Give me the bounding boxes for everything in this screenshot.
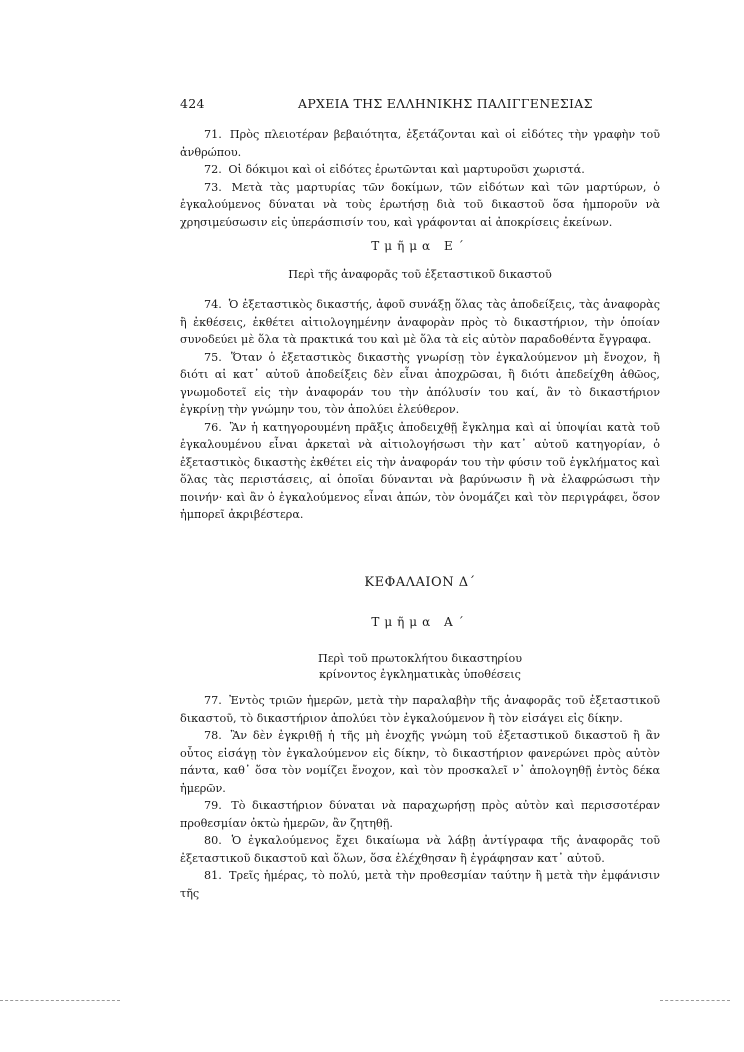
article-80: 80. Ὁ ἐγκαλούμενος ἔχει δικαίωμα νὰ λάβῃ ἀντίγραφα τῆς ἀναφορᾶς τοῦ ἐξεταστικοῦ δικαστοῦ καὶ ὅλων, ὅσα ἐλέχθησαν ἢ ἐγράφησαν κατ᾽ αὐτοῦ. xyxy=(180,834,660,865)
article-78: 78. Ἂν δὲν ἐγκριθῇ ἡ τῆς μὴ ἐνοχῆς γνώμη τοῦ ἐξεταστικοῦ δικαστοῦ ἢ ἂν οὗτος εἰσάγῃ τὸν ἐγκαλούμενον εἰς δίκην, τὸ δικαστήριον φανερώνει πρὸς αὐτὸν πάντα, καθ᾽ ὅσα τὸν νομίζει ἔνοχον, καὶ τὸν προσκαλεῖ ν᾽ ἀπολογηθῇ ἐντὸς δέκα ἡμερῶν. xyxy=(180,729,660,795)
article-81: 81. Τρεῖς ἡμέρας, τὸ πολύ, μετὰ τὴν προθεσμίαν ταύτην ἢ μετὰ τὴν ἐμφάνισιν τῆς xyxy=(180,869,660,900)
section-heading-e: Τμῆμα Ε΄ xyxy=(371,239,469,253)
article-77: 77. Ἐντὸς τριῶν ἡμερῶν, μετὰ τὴν παραλαβὴν τῆς ἀναφορᾶς τοῦ ἐξεταστικοῦ δικαστοῦ, τὸ δικαστήριον ἀπολύει τὸν ἐγκαλούμενον ἢ τὸν εἰσάγει εἰς δίκην. xyxy=(180,694,660,725)
chapter-heading: ΚΕΦΑΛΑΙΟΝ Δ΄ xyxy=(364,575,476,590)
footer-scan-mark-right xyxy=(660,1000,730,1001)
article-79: 79. Τὸ δικαστήριον δύναται νὰ παραχωρήσῃ πρὸς αὐτὸν καὶ περισσοτέραν προθεσμίαν ὀκτὼ ἡμερῶν, ἂν ζητηθῇ. xyxy=(180,799,660,830)
article-75: 75. Ὅταν ὁ ἐξεταστικὸς δικαστὴς γνωρίσῃ τὸν ἐγκαλούμενον μὴ ἔνοχον, ἢ διότι αἱ κατ᾽ αὐτοῦ ἀποδείξεις δὲν εἶναι ἀποχρῶσαι, ἢ διότι ἀπεδείχθη ἀθῶος, γνωμοδοτεῖ εἰς τὴν ἀναφοράν του τὴν ἀπόλυσίν του καί, ἂν τὸ δικαστήριον ἐγκρίνῃ τὴν γνώμην του, τὸν ἀπολύει ἐλεύθερον. xyxy=(180,350,660,416)
articles-71-73 xyxy=(180,126,660,231)
articles-74-76 xyxy=(180,296,660,524)
section-e-subheading: Περὶ τῆς ἀναφορᾶς τοῦ ἐξεταστικοῦ δικαστοῦ xyxy=(288,268,552,281)
articles-77-81 xyxy=(180,692,660,902)
page-number: 424 xyxy=(180,96,205,111)
section-heading-a: Τμῆμα Α΄ xyxy=(371,615,469,629)
article-73: 73. Μετὰ τὰς μαρτυρίας τῶν δοκίμων, τῶν εἰδότων καὶ τῶν μαρτύρων, ὁ ἐγκαλούμενος δύναται νὰ τοὺς ἐρωτήσῃ διὰ τοῦ δικαστοῦ ὅσα ἠμποροῦν νὰ χρησιμεύσωσιν εἰς ὑπεράσπισίν του, καὶ γράφονται αἱ ἀποκρίσεις ἐκείνων. xyxy=(180,180,660,229)
running-title: ΑΡΧΕΙΑ ΤΗΣ ΕΛΛΗΝΙΚΗΣ ΠΑΛΙΓΓΕΝΕΣΙΑΣ xyxy=(298,96,593,111)
article-76: 76. Ἂν ἡ κατηγορουμένη πρᾶξις ἀποδειχθῇ ἔγκλημα καὶ αἱ ὑποψίαι κατὰ τοῦ ἐγκαλουμένου εἶναι ἀρκεταὶ νὰ αἰτιολογήσωσι τὴν κατ᾽ αὐτοῦ κατηγορίαν, ὁ ἐξεταστικὸς δικαστὴς ἐκθέτει εἰς τὴν ἀναφοράν του τὴν φύσιν τοῦ ἐγκλήματος καὶ ὅλας τὰς περιστάσεις, αἱ ὁποῖαι δύνανται νὰ βαρύνωσιν ἢ νὰ ἐλαφρώσωσι τὴν ποινήν· καὶ ἂν ὁ ἐγκαλούμενος εἶναι ἀπών, τὸν ὀνομάζει καὶ τὸν περιγράφει, ὅσον ἠμπορεῖ ἀκριβέστερα. xyxy=(180,420,660,521)
footer-scan-mark-left xyxy=(0,1000,120,1001)
section-a-subheading-line1: Περὶ τοῦ πρωτοκλήτου δικαστηρίου xyxy=(317,652,523,665)
article-71: 71. Πρὸς πλειοτέραν βεβαιότητα, ἐξετάζονται καὶ οἱ εἰδότες τὴν γραφὴν τοῦ ἀνθρώπου. xyxy=(180,128,660,159)
article-72: 72. Οἱ δόκιμοι καὶ οἱ εἰδότες ἐρωτῶνται καὶ μαρτυροῦσι χωριστά. xyxy=(204,163,585,176)
section-a-subheading-line2: κρίνοντος ἐγκληματικὰς ὑποθέσεις xyxy=(319,668,521,681)
article-74: 74. Ὁ ἐξεταστικὸς δικαστής, ἀφοῦ συνάξῃ ὅλας τὰς ἀποδείξεις, τὰς ἀναφορὰς ἢ ἐκθέσεις, ἐκθέτει αἰτιολογημένην ἀναφορὰν πρὸς τὸ δικαστήριον, τὴν ὁποίαν συνοδεύει μὲ ὅλα τὰ πρακτικά του καὶ μὲ ὅλα τὰ εἰς αὐτὸν παραδοθέντα ἔγγραφα. xyxy=(180,298,660,346)
